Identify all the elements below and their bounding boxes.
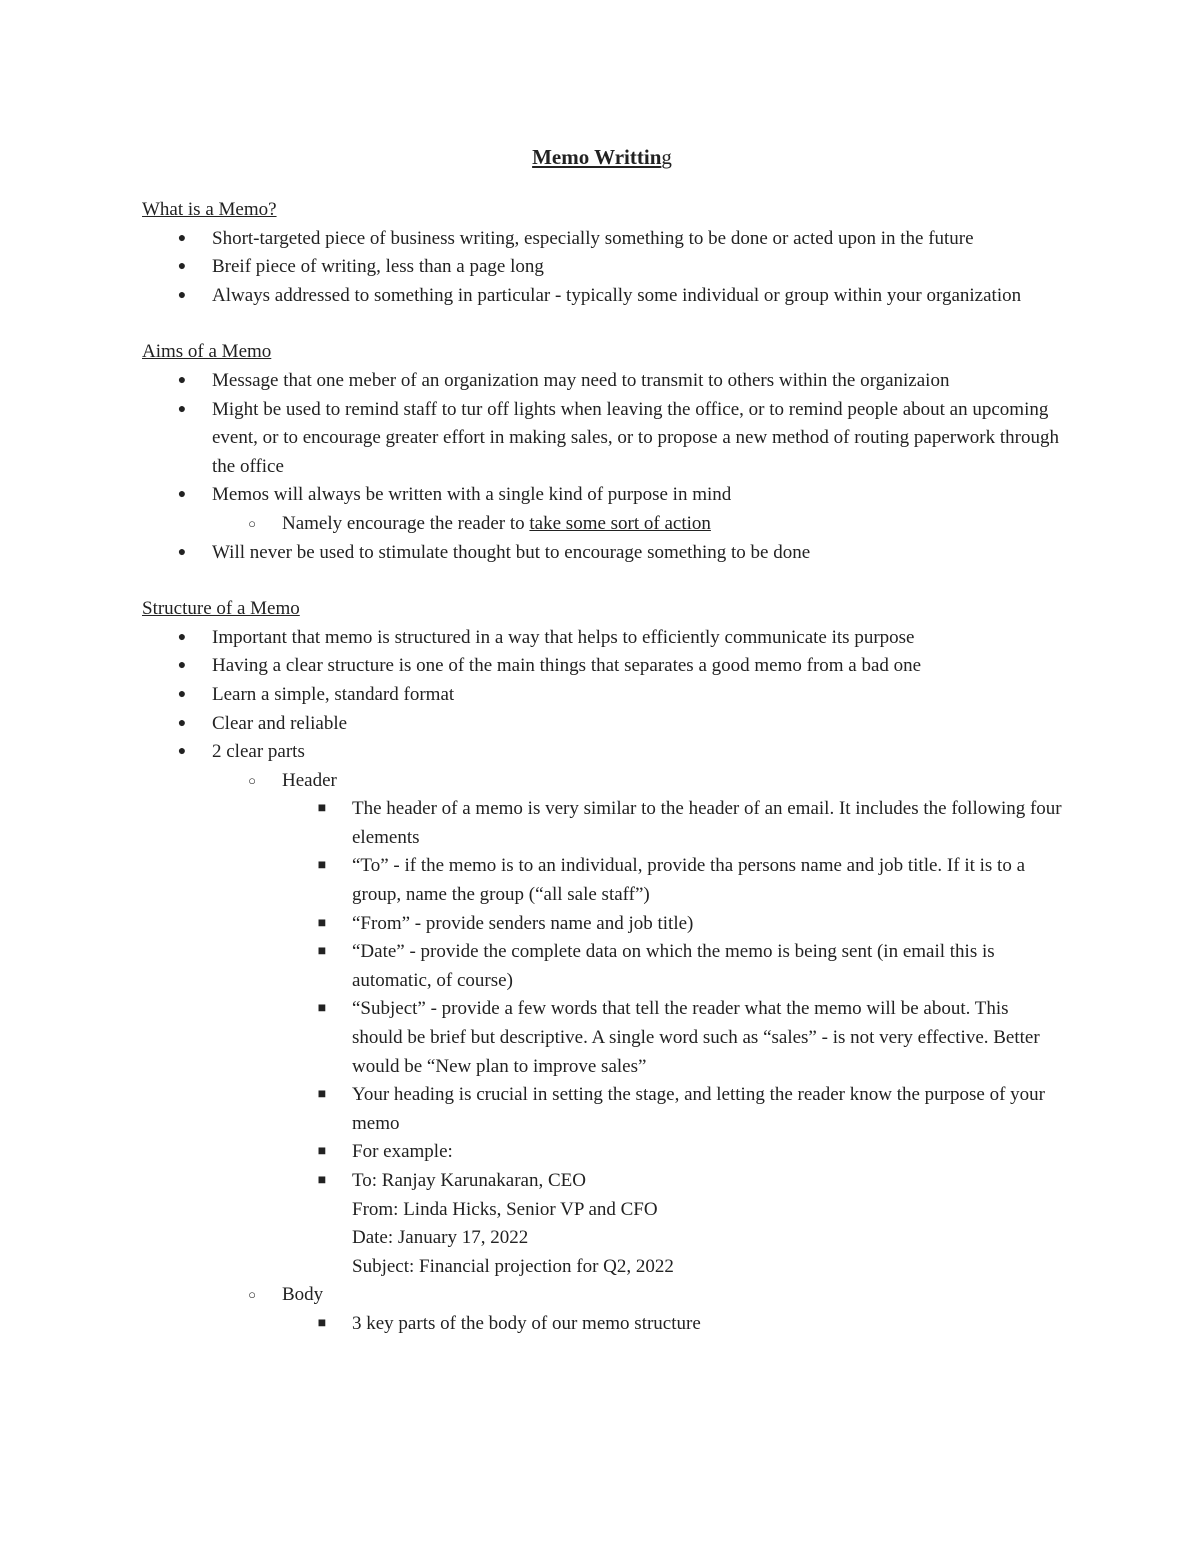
list-item xyxy=(142,481,1062,538)
nested-list-item-text: “To” - if the memo is to an individual, provide tha persons name and job title. If it is to a group, name the group (“all sale staff”) xyxy=(352,855,1026,906)
example-from-line: From: Linda Hicks, Senior VP and CFO xyxy=(352,1198,658,1220)
section-what-is-a-memo xyxy=(142,196,1062,310)
bullet-list xyxy=(142,367,1062,567)
nested-list-item xyxy=(282,995,1062,1081)
list-item xyxy=(142,253,1062,282)
bullet-icon: ● xyxy=(177,259,187,275)
document-content xyxy=(142,140,1062,1367)
title-tail: g xyxy=(661,145,672,169)
list-item-text: Learn a simple, standard format xyxy=(212,683,455,705)
list-item-text: Having a clear structure is one of the main things that separates a good memo from a bad one xyxy=(212,655,922,677)
nested-list-item xyxy=(282,795,1062,852)
example-date-line: Date: January 17, 2022 xyxy=(352,1227,529,1249)
nested-list-item-text: “Subject” - provide a few words that tell the reader what the memo will be about. This should be brief but descriptive. A single word such as “sales” - is not very effective. Better would be “New plan to improve sales” xyxy=(352,998,1040,1077)
nested-list-item-text: The header of a memo is very similar to the header of an email. It includes the following four elements xyxy=(352,798,1062,848)
nested-list-item xyxy=(282,852,1062,909)
nested-list-item xyxy=(282,938,1062,995)
square-bullet-icon: ■ xyxy=(317,1001,327,1017)
sub-list-item-text: Namely encourage the reader to xyxy=(282,512,530,534)
bullet-icon: ● xyxy=(177,287,187,303)
circle-bullet-icon: ○ xyxy=(248,515,256,531)
sub-bullet-list xyxy=(212,510,1062,539)
bullet-icon: ● xyxy=(177,715,187,731)
bullet-icon: ● xyxy=(177,629,187,645)
square-bullet-icon: ■ xyxy=(317,858,327,874)
list-item-text: Breif piece of writing, less than a page long xyxy=(212,256,544,278)
sub-list-item-header xyxy=(212,767,1062,1282)
list-item xyxy=(142,710,1062,739)
sub-list-item xyxy=(212,510,1062,539)
nested-list-item xyxy=(282,1310,1062,1339)
list-item xyxy=(142,225,1062,254)
list-item xyxy=(142,396,1062,482)
example-subject-line: Subject: Financial projection for Q2, 2022 xyxy=(352,1255,674,1277)
nested-list-item xyxy=(282,1138,1062,1167)
sub-bullet-list xyxy=(212,767,1062,1339)
memo-example-block xyxy=(282,1167,1062,1281)
list-item-text: Short-targeted piece of business writing, especially something to be done or acted upon in the future xyxy=(212,227,974,249)
nested-list-item-text: Your heading is crucial in setting the stage, and letting the reader know the purpose of your memo xyxy=(352,1084,1045,1134)
bullet-icon: ● xyxy=(177,230,187,246)
list-item xyxy=(142,652,1062,681)
bullet-icon: ● xyxy=(177,487,187,503)
list-item-text: Might be used to remind staff to tur off lights when leaving the office, or to remind people about an upcoming event, or to encourage greater effort in making sales, or to propose a new method of routing paperwork through the office xyxy=(212,398,1059,477)
nested-list-item-text: 3 key parts of the body of our memo structure xyxy=(352,1312,701,1334)
nested-list-item-text: “From” - provide senders name and job title) xyxy=(352,912,694,934)
square-bullet-icon: ■ xyxy=(317,1315,327,1331)
list-item xyxy=(142,624,1062,653)
square-bullet-icon: ■ xyxy=(317,1087,327,1103)
section-heading: What is a Memo? xyxy=(142,199,277,220)
bullet-icon: ● xyxy=(177,744,187,760)
list-item xyxy=(142,282,1062,311)
section-structure-of-a-memo xyxy=(142,595,1062,1338)
list-item-text: Message that one meber of an organization may need to transmit to others within the organizaion xyxy=(212,369,950,391)
bullet-icon: ● xyxy=(177,686,187,702)
square-bullet-icon: ■ xyxy=(317,1173,327,1188)
square-bullet-icon: ■ xyxy=(317,1144,327,1160)
nested-list-item-text: “Date” - provide the complete data on which the memo is being sent (in email this is automatic, of course) xyxy=(352,941,995,991)
square-bullet-icon: ■ xyxy=(317,944,327,960)
section-heading: Aims of a Memo xyxy=(142,341,272,363)
square-bullet-list xyxy=(282,795,1062,1281)
sub-list-item-text: Header xyxy=(282,769,337,791)
title-main: Memo Writtin xyxy=(532,145,662,169)
section-aims-of-a-memo xyxy=(142,338,1062,567)
square-bullet-list xyxy=(282,1310,1062,1339)
nested-list-item xyxy=(282,910,1062,939)
list-item xyxy=(142,367,1062,396)
sub-list-item-body xyxy=(212,1281,1062,1338)
list-item-text: Always addressed to something in particular - typically some individual or group within your organization xyxy=(212,284,1022,306)
list-item-text: Memos will always be written with a single kind of purpose in mind xyxy=(212,484,732,506)
sub-list-item-text: Body xyxy=(282,1284,324,1306)
bullet-icon: ● xyxy=(177,544,187,560)
circle-bullet-icon: ○ xyxy=(248,772,256,788)
square-bullet-icon: ■ xyxy=(317,915,327,931)
bullet-icon: ● xyxy=(177,372,187,388)
square-bullet-icon: ■ xyxy=(317,801,327,817)
list-item xyxy=(142,738,1062,1338)
example-to-line: To: Ranjay Karunakaran, CEO xyxy=(352,1170,586,1191)
list-item-text: 2 clear parts xyxy=(212,741,305,763)
bullet-icon: ● xyxy=(177,658,187,674)
bullet-list xyxy=(142,225,1062,311)
section-heading: Structure of a Memo xyxy=(142,598,300,620)
list-item-text: Clear and reliable xyxy=(212,712,348,734)
list-item xyxy=(142,681,1062,710)
nested-list-item xyxy=(282,1081,1062,1138)
nested-list-item-text: For example: xyxy=(352,1141,453,1163)
circle-bullet-icon: ○ xyxy=(248,1287,256,1303)
bullet-list xyxy=(142,624,1062,1339)
list-item-text: Important that memo is structured in a way that helps to efficiently communicate its purpose xyxy=(212,626,915,648)
page-title xyxy=(142,140,1062,174)
bullet-icon: ● xyxy=(177,401,187,417)
list-item-text: Will never be used to stimulate thought but to encourage something to be done xyxy=(212,541,811,563)
underlined-phrase: take some sort of action xyxy=(529,512,711,534)
list-item xyxy=(142,539,1062,568)
